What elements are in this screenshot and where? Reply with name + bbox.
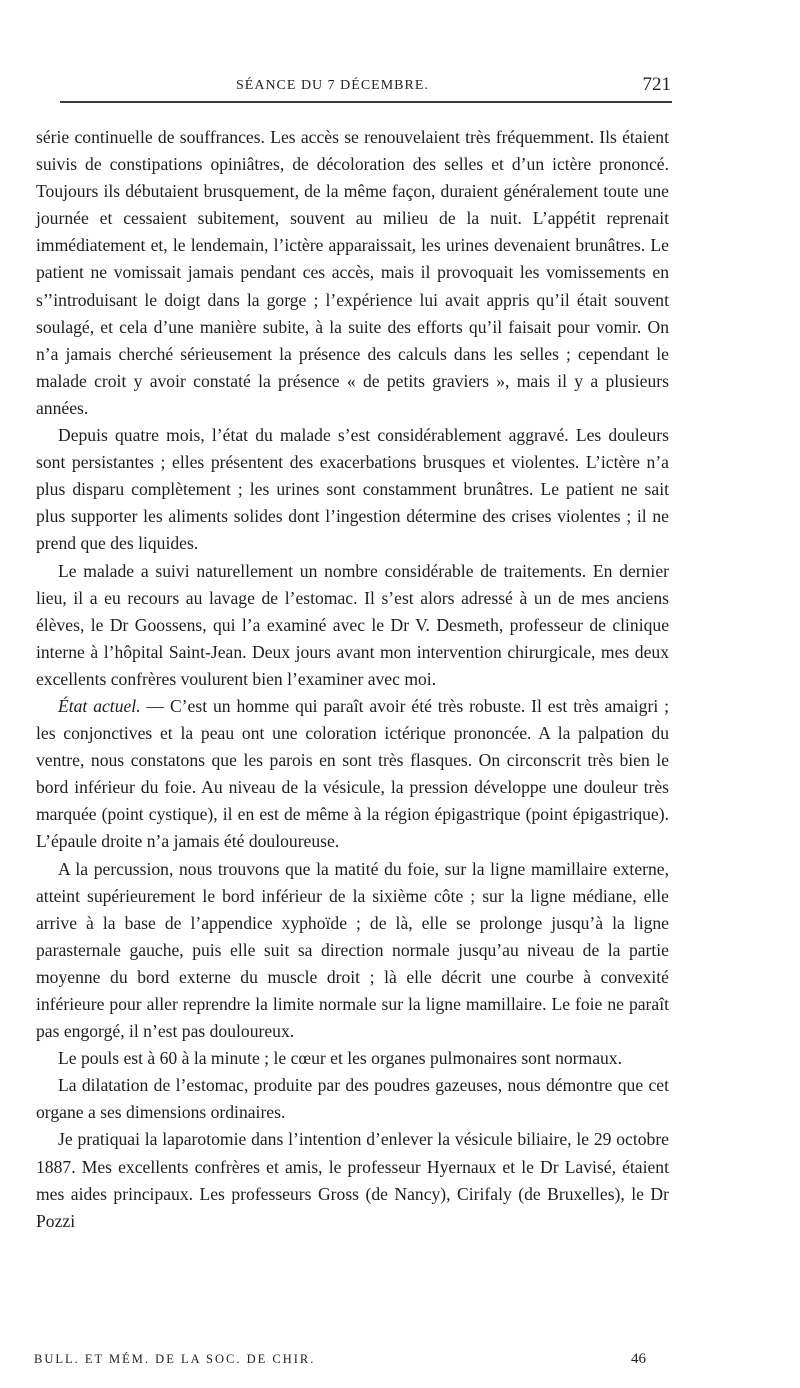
page-footer bbox=[34, 1351, 646, 1374]
paragraph-1: série continuelle de souffrances. Les accès se renouvelaient très fréquemment. Ils étaient suivis de constipations opiniâtres, de décoloration des selles et d’un ictère prononcé. Toujours ils débutaient brusquement, de la même façon, duraient généralement toute une journée et cessaient subitement, souvent au milieu de la nuit. L’appétit reprenait immédiatement et, le lendemain, l’ictère apparaissait, les urines devenaient brunâtres. Le patient ne vomissait jamais pendant ces accès, mais il provoquait les vomissements en s’’introduisant le doigt dans la gorge ; l’expérience lui avait appris qu’il était souvent soulagé, et cela d’une manière subite, à la suite des efforts qu’il faisait pour vomir. On n’a jamais cherché sérieusement la présence des calculs dans les selles ; cependant le malade croit y avoir constaté la présence « de petits graviers », mais il y a plusieurs années. bbox=[36, 127, 669, 418]
page-number: 721 bbox=[642, 74, 671, 95]
paragraph-8: Je pratiquai la laparotomie dans l’intention d’enlever la vésicule biliaire, le 29 octobre 1887. Mes excellents confrères et amis, le professeur Hyernaux et le Dr Lavisé, étaient mes aides principaux. Les professeurs Gross (de Nancy), Cirifaly (de Bruxelles), le Dr Pozzi bbox=[36, 1129, 669, 1231]
header-rule bbox=[60, 101, 672, 103]
section-label-etat-actuel: État actuel. bbox=[58, 695, 141, 716]
page-header bbox=[36, 72, 669, 98]
paragraph-4-text: — C’est un homme qui paraît avoir été très robuste. Il est très amaigri ; les conjonctives et la peau ont une coloration ictérique prononcée. A la palpation du ventre, nous constatons que les parois en sont très flasques. On circonscrit très bien le bord inférieur du foie. Au niveau de la vésicule, la pression développe une douleur très marquée (point cystique), il en est de même à la région épigastrique (point épigastrique). L’épaule droite n’a jamais été douloureuse. bbox=[36, 695, 669, 852]
paragraph-7: La dilatation de l’estomac, produite par des poudres gazeuses, nous démontre que cet organe a ses dimensions ordinaires. bbox=[36, 1075, 669, 1123]
journal-footer: BULL. ET MÉM. DE LA SOC. DE CHIR. bbox=[34, 1352, 316, 1366]
running-title: SÉANCE DU 7 DÉCEMBRE. bbox=[236, 78, 429, 93]
running-head bbox=[36, 72, 669, 98]
paragraph-6: Le pouls est à 60 à la minute ; le cœur et les organes pulmonaires sont normaux. bbox=[58, 1048, 623, 1069]
article-body bbox=[36, 124, 669, 1235]
paragraph-2: Depuis quatre mois, l’état du malade s’est considérablement aggravé. Les douleurs sont persistantes ; elles présentent des exacerbations brusques et violentes. L’ictère n’a plus disparu complètement ; les urines sont constamment brunâtres. Le patient ne sait plus supporter les aliments solides dont l’ingestion détermine des crises violentes ; il ne prend que des liquides. bbox=[36, 425, 669, 554]
paragraph-4 bbox=[36, 693, 669, 856]
paragraph-3: Le malade a suivi naturellement un nombre considérable de traitements. En dernier lieu, il a eu recours au lavage de l’estomac. Il s’est alors adressé à un de mes anciens élèves, le Dr Goossens, qui l’a examiné avec le Dr V. Desmeth, professeur de clinique interne à l’hôpital Saint-Jean. Deux jours avant mon intervention chirurgicale, mes deux excellents confrères voulurent bien l’examiner avec moi. bbox=[36, 560, 669, 689]
signature-mark: 46 bbox=[631, 1351, 646, 1367]
paragraph-5: A la percussion, nous trouvons que la matité du foie, sur la ligne mamillaire externe, atteint supérieurement le bord inférieur de la sixième côte ; sur la ligne médiane, elle arrive à la base de l’appendice xyphoïde ; de là, elle se prolonge jusqu’à la ligne parasternale gauche, puis elle suit sa direction normale jusqu’au niveau de la partie moyenne du bord externe du muscle droit ; là elle décrit une courbe à convexité inférieure pour aller reprendre la limite normale sur la ligne mamillaire. Le foie ne paraît pas engorgé, il n’est pas douloureux. bbox=[36, 858, 669, 1042]
